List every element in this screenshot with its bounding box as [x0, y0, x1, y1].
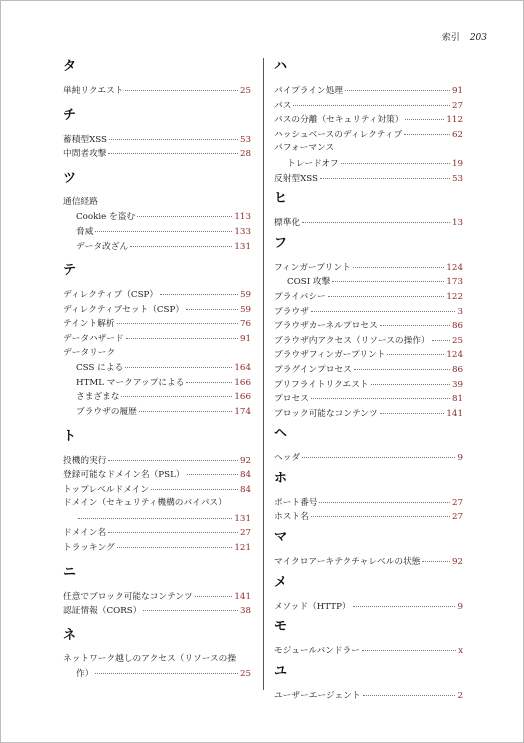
index-section [274, 236, 463, 421]
leader-dots [302, 448, 455, 458]
entry-term: 中間者攻撃 [63, 149, 107, 160]
leader-dots [117, 538, 233, 548]
index-section [274, 619, 463, 658]
entry-term: CSS による [76, 363, 124, 374]
entry-page-number: 166 [234, 392, 251, 403]
entry-page-number: 76 [239, 319, 251, 330]
index-entry [63, 603, 251, 618]
entry-term: ブラウザカーネルプロセス [274, 321, 378, 332]
leader-dots [95, 222, 232, 232]
entry-page-number: 131 [234, 241, 251, 252]
column-divider [263, 58, 264, 690]
entry-page-number: 124 [446, 262, 463, 273]
entry-page-number: 91 [239, 333, 251, 344]
section-heading: ユ [274, 663, 288, 679]
leader-dots [380, 404, 445, 414]
index-section [274, 191, 463, 230]
leader-dots [353, 258, 445, 268]
leader-dots [311, 389, 450, 399]
leader-dots [139, 402, 233, 412]
entry-term: パス [274, 100, 292, 111]
leader-dots [362, 641, 456, 651]
entry-term: 任意でブロック可能なコンテンツ [63, 591, 193, 602]
index-entry [63, 540, 251, 555]
entry-term: 反射型XSS [274, 173, 318, 184]
leader-dots [137, 207, 232, 217]
entry-term: プリフライトリクエスト [274, 379, 369, 390]
entry-page-number: 59 [239, 304, 251, 315]
index-section [274, 471, 463, 524]
entry-page-number: 81 [451, 394, 463, 405]
entry-term: プラグインプロセス [274, 364, 352, 375]
index-section [63, 429, 251, 555]
entry-page-number: 121 [234, 543, 251, 554]
section-heading: ニ [63, 564, 77, 580]
leader-dots [405, 110, 444, 120]
entry-term: トップレベルドメイン [63, 484, 150, 495]
entry-term: 標準化 [274, 218, 301, 229]
entry-page-number: 112 [446, 115, 463, 126]
entry-page-number: 2 [457, 690, 463, 701]
section-heading: ツ [63, 170, 77, 186]
entry-page-number: 25 [239, 86, 251, 96]
section-heading: モ [274, 619, 288, 635]
index-subentry [63, 404, 251, 419]
entry-term: フィンガープリント [274, 262, 351, 273]
index-section [274, 664, 463, 703]
leader-dots [130, 237, 232, 247]
index-entry [274, 171, 463, 186]
index-entry [274, 450, 463, 465]
leader-dots [328, 287, 445, 297]
leader-dots [186, 300, 238, 310]
entry-page-number: 39 [451, 379, 463, 390]
entry-term: ディレクティブセット（CSP） [63, 304, 185, 315]
entry-term: テイント解析 [63, 319, 115, 330]
index-section [274, 575, 463, 614]
section-heading: フ [274, 235, 288, 251]
entry-term: さまざまな [76, 392, 120, 403]
section-heading: ネ [63, 627, 77, 643]
index-section [274, 530, 463, 569]
entry-page-number: 25 [451, 335, 463, 346]
leader-dots [422, 552, 449, 562]
index-entry [274, 599, 463, 614]
entry-term: 認証情報（CORS） [63, 606, 142, 617]
index-entry [63, 496, 251, 525]
section-heading: ホ [274, 470, 288, 486]
leader-dots [125, 358, 232, 368]
index-column-right [274, 59, 463, 708]
leader-dots [108, 451, 238, 461]
entry-term: ネットワーク越しのアクセス（リソースの操 [63, 653, 237, 664]
leader-dots [371, 375, 450, 385]
index-section [63, 628, 251, 681]
entry-page-number: 62 [451, 129, 463, 140]
entry-page-number: 122 [446, 291, 463, 302]
section-heading: チ [63, 107, 77, 123]
leader-dots [117, 314, 238, 324]
entry-page-number: 53 [451, 173, 463, 184]
page-number: 203 [469, 33, 487, 43]
entry-page-number: 173 [446, 277, 463, 288]
entry-page-number: 84 [239, 484, 251, 495]
section-heading: テ [63, 263, 77, 279]
entry-page-number: 27 [239, 528, 251, 539]
entry-term: パイプライン処理 [274, 86, 343, 96]
entry-term: ブラウザの履歴 [76, 406, 137, 417]
running-header [442, 30, 487, 43]
entry-page-number: x [458, 646, 463, 657]
entry-page-number: 131 [234, 513, 251, 524]
entry-term: ドメイン名 [63, 528, 107, 539]
entry-page-number: 3 [457, 306, 463, 317]
leader-dots [380, 316, 450, 326]
entry-page-number: 86 [451, 364, 463, 375]
leader-dots [293, 96, 450, 106]
index-entry [63, 146, 251, 161]
leader-dots [387, 345, 444, 355]
index-section [63, 565, 251, 618]
leader-dots [363, 686, 456, 696]
entry-page-number: 25 [239, 669, 251, 680]
entry-term: メソッド（HTTP） [274, 601, 351, 612]
entry-page-number: 113 [234, 212, 251, 223]
index-entry [274, 406, 463, 421]
entry-term: Cookie を盗む [76, 212, 136, 223]
entry-page-number: 133 [234, 226, 251, 237]
index-section [63, 263, 251, 418]
entry-term: データ改ざん [76, 241, 129, 252]
leader-dots [332, 272, 444, 282]
entry-page-number: 9 [457, 601, 463, 612]
entry-term: ブラウザ [274, 306, 309, 317]
leader-dots [78, 509, 232, 519]
entry-term: ハッシュベースのディレクティブ [274, 129, 403, 140]
entry-page-number: 9 [457, 453, 463, 464]
entry-term: 通信経路 [63, 196, 98, 207]
index-section [274, 426, 463, 465]
entry-page-number: 13 [451, 218, 463, 229]
index-column-left [63, 59, 251, 691]
entry-term: パスの分離（セキュリティ対策） [274, 115, 404, 126]
leader-dots [311, 507, 450, 517]
entry-term: 登録可能なドメイン名（PSL） [63, 470, 185, 481]
index-subentry [63, 239, 251, 254]
index-entry [274, 215, 463, 230]
leader-dots [143, 601, 238, 611]
leader-dots [302, 213, 450, 223]
entry-term: ブロック可能なコンテンツ [274, 408, 378, 419]
entry-page-number: 124 [446, 350, 463, 361]
entry-term: トラッキング [63, 543, 115, 554]
entry-term: HTML マークアップによる [76, 377, 185, 388]
index-entry [274, 127, 463, 142]
entry-page-number: 92 [451, 557, 463, 568]
leader-dots [320, 169, 450, 179]
index-entry [63, 83, 251, 98]
leader-dots [186, 373, 232, 383]
entry-term: マイクロアーキテクチャレベルの状態 [274, 557, 421, 568]
entry-term: データリーク [63, 347, 116, 358]
entry-term: パフォーマンス [274, 143, 335, 154]
index-entry [274, 643, 463, 658]
leader-dots [109, 130, 238, 140]
entry-continuation [63, 666, 251, 681]
leader-dots [108, 523, 238, 533]
leader-dots [121, 387, 232, 397]
entry-term: ホスト名 [274, 512, 309, 523]
index-section [274, 59, 463, 185]
leader-dots [160, 285, 238, 295]
section-heading: ト [63, 428, 77, 444]
leader-dots [341, 154, 450, 164]
leader-dots [151, 480, 238, 490]
entry-page-number: 84 [239, 470, 251, 481]
section-heading: ヘ [274, 426, 288, 442]
entry-term-continued: 作） [76, 669, 94, 680]
leader-dots [95, 664, 238, 674]
entry-page-number: 38 [239, 606, 251, 617]
entry-term: プライバシー [274, 291, 326, 302]
entry-page-number: 19 [451, 158, 463, 169]
entry-term: 蓄積型XSS [63, 134, 107, 145]
entry-page-number: 53 [239, 134, 251, 145]
index-entry [63, 482, 251, 497]
leader-dots [345, 81, 450, 91]
leader-dots [353, 597, 456, 607]
entry-page-number: 174 [234, 406, 251, 417]
index-entry [274, 554, 463, 569]
entry-term: モジュールバンドラー [274, 646, 360, 657]
entry-page-number: 27 [451, 512, 463, 523]
entry-term: データハザード [63, 333, 124, 344]
entry-term: トレードオフ [287, 158, 339, 169]
entry-page-number: 141 [234, 591, 251, 602]
index-entry [63, 652, 251, 681]
section-heading: ハ [274, 59, 288, 74]
entry-page-number: 28 [239, 149, 251, 160]
section-heading: マ [274, 530, 288, 546]
entry-term: ブラウザフィンガープリント [274, 350, 386, 361]
leader-dots [187, 465, 238, 475]
index-entry [274, 688, 463, 703]
leader-dots [195, 587, 233, 597]
entry-term: ドメイン（セキュリティ機構のバイパス） [63, 498, 227, 509]
entry-term: COSI 攻撃 [287, 277, 331, 288]
entry-page-number: 166 [234, 377, 251, 388]
entry-page-number: 27 [451, 497, 463, 508]
entry-term: 単純リクエスト [63, 86, 124, 96]
leader-dots [126, 329, 238, 339]
entry-page-number: 86 [451, 321, 463, 332]
entry-term: ユーザーエージェント [274, 690, 361, 701]
index-entry [63, 331, 251, 346]
section-heading: ヒ [274, 191, 288, 207]
entry-page-number: 27 [451, 100, 463, 111]
leader-dots [432, 331, 450, 341]
entry-term: プロセス [274, 394, 309, 405]
entry-page-number: 141 [446, 408, 463, 419]
leader-dots [125, 81, 237, 91]
section-heading: メ [274, 574, 288, 590]
index-entry [274, 509, 463, 524]
index-section [63, 59, 251, 98]
header-title: 索引 [441, 33, 460, 43]
leader-dots [354, 360, 450, 370]
leader-dots [311, 302, 456, 312]
entry-term: ブラウザ内アクセス（リソースの操作） [274, 335, 430, 346]
section-heading: タ [63, 59, 77, 74]
leader-dots [404, 125, 450, 135]
entry-page-number: 164 [234, 363, 251, 374]
entry-term: 脅威 [76, 226, 94, 237]
entry-term: ディレクティブ（CSP） [63, 290, 159, 301]
leader-dots [319, 493, 450, 503]
entry-term: ポート番号 [274, 497, 318, 508]
entry-page-number: 92 [239, 455, 251, 466]
entry-page-number: 91 [451, 86, 463, 96]
index-section [63, 108, 251, 161]
entry-term: ヘッダ [274, 453, 301, 464]
entry-term: 投機的実行 [63, 455, 107, 466]
index-section [63, 171, 251, 253]
entry-page-number: 59 [239, 290, 251, 301]
leader-dots [108, 144, 238, 154]
